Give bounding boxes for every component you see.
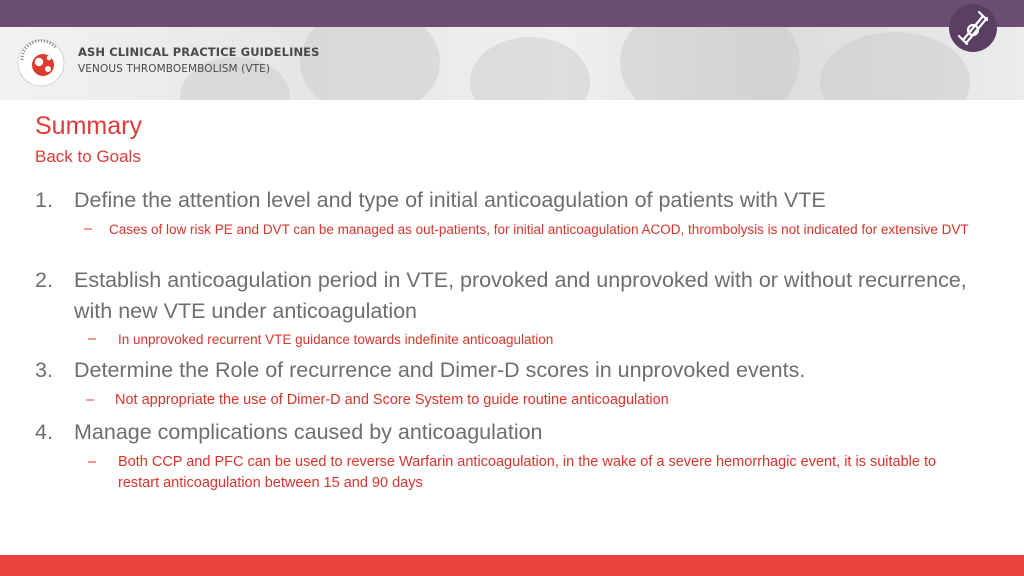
slide-title: Summary	[35, 112, 142, 140]
summary-point-1	[35, 185, 995, 216]
summary-point-4	[35, 417, 995, 448]
dash-bullet: –	[86, 392, 95, 408]
point-number: 3.	[35, 358, 53, 382]
dash-bullet: –	[88, 454, 97, 470]
subpoint-text: In unprovoked recurrent VTE guidance towards indefinite anticoagulation	[118, 332, 554, 347]
dash-bullet: –	[88, 331, 97, 347]
point-number: 1.	[35, 188, 53, 212]
point-text: Define the attention level and type of initial anticoagulation of patients with VTE	[74, 188, 826, 212]
brand-subtitle: VENOUS THROMBOEMBOLISM (VTE)	[78, 63, 271, 75]
dash-bullet: –	[84, 221, 93, 237]
brand-title: ASH CLINICAL PRACTICE GUIDELINES	[78, 45, 320, 59]
point-number: 4.	[35, 420, 53, 444]
summary-subpoint-3	[86, 390, 966, 411]
summary-subpoint-2	[88, 329, 968, 350]
point-text: Establish anticoagulation period in VTE, provoked and unprovoked with or without recurrence, with new VTE under anticoagulation	[74, 268, 967, 323]
ash-society-logo-icon	[16, 38, 66, 88]
back-to-goals-link[interactable]: Back to Goals	[35, 147, 141, 166]
subpoint-text: Cases of low risk PE and DVT can be managed as out-patients, for initial anticoagulation ACOD, thrombolysis is not indicated for extensive DVT	[109, 222, 969, 237]
bottom-bar	[0, 555, 1024, 576]
top-bar	[0, 0, 1024, 27]
summary-subpoint-1	[84, 219, 974, 240]
summary-subpoint-4	[88, 452, 948, 494]
point-number: 2.	[35, 268, 53, 292]
subpoint-text: Not appropriate the use of Dimer-D and Score System to guide routine anticoagulation	[115, 392, 669, 408]
point-text: Manage complications caused by anticoagulation	[74, 420, 543, 444]
subpoint-text: Both CCP and PFC can be used to reverse Warfarin anticoagulation, in the wake of a severe hemorrhagic event, it is suitable to restart anticoagulation between 15 and 90 days	[118, 454, 937, 491]
summary-point-2	[35, 265, 995, 327]
corner-badge	[949, 4, 997, 52]
point-text: Determine the Role of recurrence and Dimer-D scores in unprovoked events.	[74, 358, 806, 382]
summary-point-3	[35, 355, 995, 386]
blood-vessel-icon	[949, 4, 997, 52]
